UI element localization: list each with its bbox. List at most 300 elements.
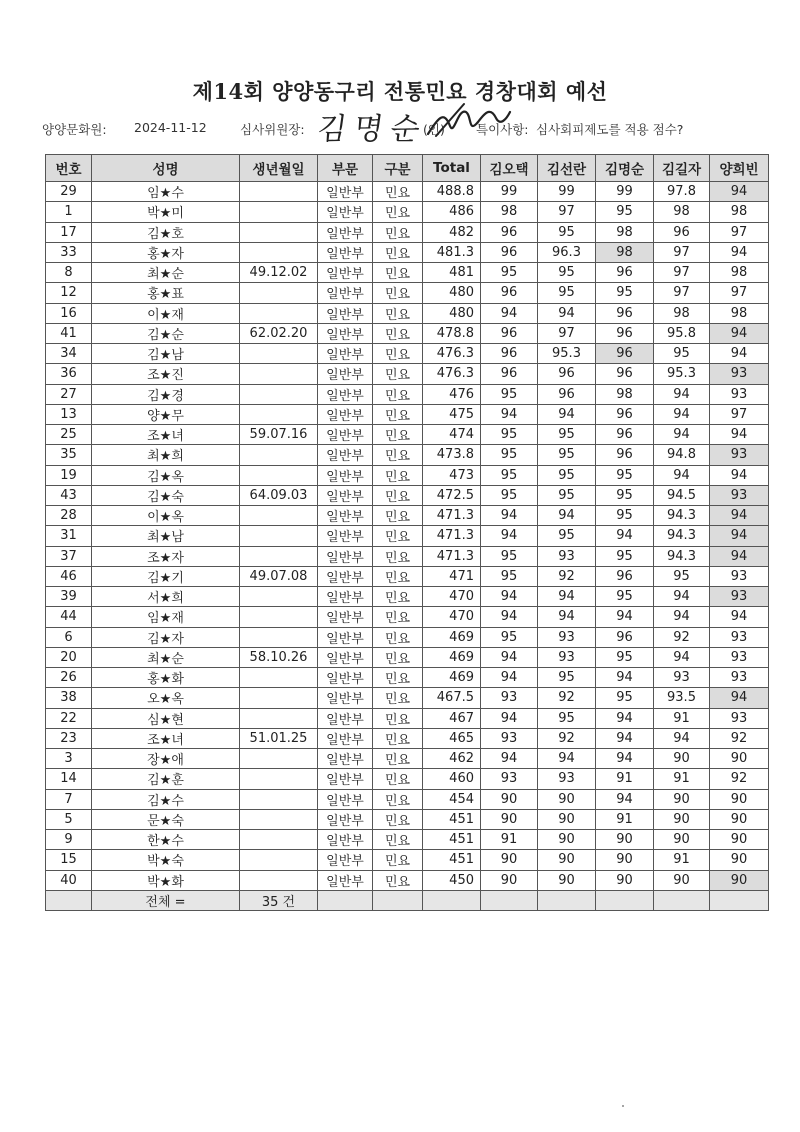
cell-total: 469 (423, 647, 481, 667)
cell-birthdate (240, 809, 318, 829)
cell-category: 민요 (373, 668, 423, 688)
cell-judge-4: 94 (654, 425, 710, 445)
cell-category: 민요 (373, 809, 423, 829)
cell-division: 일반부 (318, 445, 373, 465)
col-header-judge-2: 김선란 (538, 155, 596, 182)
cell-birthdate (240, 607, 318, 627)
cell-total: 474 (423, 425, 481, 445)
cell-division: 일반부 (318, 425, 373, 445)
table-row (46, 506, 769, 526)
cell-total: 486 (423, 202, 481, 222)
table-row (46, 485, 769, 505)
cell-number: 16 (46, 303, 92, 323)
cell-category: 민요 (373, 445, 423, 465)
cell-judge-4: 97.8 (654, 182, 710, 202)
judge-label: 심사위원장: (240, 122, 305, 137)
cell-division: 일반부 (318, 627, 373, 647)
cell-category: 민요 (373, 404, 423, 424)
cell-name: 양★무 (92, 404, 240, 424)
cell-total: 481.3 (423, 242, 481, 262)
cell-judge-2: 96 (538, 364, 596, 384)
cell-name: 임★재 (92, 607, 240, 627)
cell-judge-1: 94 (481, 607, 538, 627)
cell-total: 471.3 (423, 526, 481, 546)
cell-name: 김★경 (92, 384, 240, 404)
cell-division: 일반부 (318, 384, 373, 404)
cell-division: 일반부 (318, 485, 373, 505)
table-row (46, 344, 769, 364)
cell-judge-1: 96 (481, 222, 538, 242)
cell-judge-4: 90 (654, 809, 710, 829)
cell-judge-5: 90 (710, 809, 769, 829)
cell-judge-1: 95 (481, 384, 538, 404)
cell-total: 473.8 (423, 445, 481, 465)
cell-total: 450 (423, 870, 481, 890)
cell-number: 13 (46, 404, 92, 424)
cell-number: 35 (46, 445, 92, 465)
cell-judge-3: 95 (596, 283, 654, 303)
cell-total: 451 (423, 850, 481, 870)
table-row (46, 647, 769, 667)
cell-judge-4: 90 (654, 830, 710, 850)
cell-birthdate (240, 708, 318, 728)
table-row (46, 526, 769, 546)
cell-name: 홍★표 (92, 283, 240, 303)
cell-judge-4: 96 (654, 222, 710, 242)
cell-total: 481 (423, 263, 481, 283)
cell-name: 이★재 (92, 303, 240, 323)
cell-number: 22 (46, 708, 92, 728)
cell-judge-5: 94 (710, 607, 769, 627)
col-header-birthdate: 생년월일 (240, 155, 318, 182)
cell-category: 민요 (373, 303, 423, 323)
cell-judge-4: 94.3 (654, 506, 710, 526)
table-row (46, 425, 769, 445)
cell-judge-4: 97 (654, 283, 710, 303)
results-table (45, 154, 769, 911)
cell-judge-2: 92 (538, 688, 596, 708)
cell-judge-1: 95 (481, 263, 538, 283)
cell-judge-3: 94 (596, 789, 654, 809)
table-row (46, 384, 769, 404)
cell-name: 장★애 (92, 749, 240, 769)
cell-division: 일반부 (318, 263, 373, 283)
cell-birthdate: 49.07.08 (240, 566, 318, 586)
cell-judge-2: 94 (538, 303, 596, 323)
cell-judge-5: 90 (710, 789, 769, 809)
table-row (46, 708, 769, 728)
cell-division: 일반부 (318, 769, 373, 789)
total-cell-empty (318, 890, 373, 910)
cell-judge-2: 97 (538, 202, 596, 222)
cell-division: 일반부 (318, 465, 373, 485)
cell-category: 민요 (373, 688, 423, 708)
col-header-judge-3: 김명순 (596, 155, 654, 182)
cell-total: 451 (423, 809, 481, 829)
col-header-judge-1: 김오택 (481, 155, 538, 182)
cell-judge-1: 96 (481, 364, 538, 384)
cell-birthdate: 59.07.16 (240, 425, 318, 445)
cell-name: 김★남 (92, 344, 240, 364)
cell-number: 41 (46, 323, 92, 343)
page-title: 제14회 양양동구리 전통민요 경창대회 예선 (192, 79, 608, 104)
cell-judge-3: 95 (596, 485, 654, 505)
cell-name: 박★숙 (92, 850, 240, 870)
col-header-judge-5: 양희빈 (710, 155, 769, 182)
cell-judge-1: 91 (481, 830, 538, 850)
cell-birthdate: 64.09.03 (240, 485, 318, 505)
cell-judge-3: 96 (596, 344, 654, 364)
cell-name: 최★남 (92, 526, 240, 546)
cell-judge-3: 94 (596, 526, 654, 546)
cell-category: 민요 (373, 242, 423, 262)
cell-judge-1: 94 (481, 526, 538, 546)
table-row (46, 303, 769, 323)
cell-division: 일반부 (318, 728, 373, 748)
cell-number: 17 (46, 222, 92, 242)
cell-number: 6 (46, 627, 92, 647)
cell-judge-5: 94 (710, 526, 769, 546)
cell-category: 민요 (373, 566, 423, 586)
cell-division: 일반부 (318, 830, 373, 850)
table-row (46, 283, 769, 303)
cell-total: 465 (423, 728, 481, 748)
table-row (46, 749, 769, 769)
total-row (46, 890, 769, 910)
cell-judge-2: 93 (538, 647, 596, 667)
cell-division: 일반부 (318, 182, 373, 202)
cell-category: 민요 (373, 485, 423, 505)
cell-judge-2: 95 (538, 465, 596, 485)
table-row (46, 182, 769, 202)
cell-judge-1: 98 (481, 202, 538, 222)
cell-division: 일반부 (318, 708, 373, 728)
cell-judge-5: 90 (710, 870, 769, 890)
cell-judge-2: 94 (538, 506, 596, 526)
cell-number: 44 (46, 607, 92, 627)
cell-total: 470 (423, 607, 481, 627)
cell-birthdate (240, 222, 318, 242)
cell-judge-3: 95 (596, 202, 654, 222)
cell-name: 김★자 (92, 627, 240, 647)
cell-judge-4: 92 (654, 627, 710, 647)
cell-judge-4: 94 (654, 384, 710, 404)
cell-judge-5: 94 (710, 323, 769, 343)
cell-category: 민요 (373, 344, 423, 364)
cell-name: 임★수 (92, 182, 240, 202)
cell-judge-4: 95.8 (654, 323, 710, 343)
scan-speck (622, 1105, 624, 1107)
cell-birthdate (240, 384, 318, 404)
cell-total: 469 (423, 668, 481, 688)
cell-judge-5: 98 (710, 263, 769, 283)
cell-total: 471.3 (423, 506, 481, 526)
table-row (46, 546, 769, 566)
cell-judge-3: 94 (596, 607, 654, 627)
cell-total: 460 (423, 769, 481, 789)
cell-judge-1: 94 (481, 749, 538, 769)
table-row (46, 566, 769, 586)
cell-category: 민요 (373, 283, 423, 303)
cell-birthdate (240, 850, 318, 870)
cell-judge-5: 94 (710, 506, 769, 526)
cell-number: 40 (46, 870, 92, 890)
cell-judge-3: 91 (596, 769, 654, 789)
cell-birthdate (240, 303, 318, 323)
cell-judge-4: 97 (654, 263, 710, 283)
cell-judge-3: 95 (596, 688, 654, 708)
cell-judge-3: 90 (596, 870, 654, 890)
cell-number: 27 (46, 384, 92, 404)
table-row (46, 789, 769, 809)
cell-judge-5: 93 (710, 627, 769, 647)
cell-judge-5: 92 (710, 728, 769, 748)
cell-birthdate: 51.01.25 (240, 728, 318, 748)
cell-judge-1: 95 (481, 546, 538, 566)
table-row (46, 607, 769, 627)
cell-judge-5: 93 (710, 384, 769, 404)
cell-category: 민요 (373, 769, 423, 789)
cell-judge-1: 96 (481, 283, 538, 303)
cell-judge-3: 96 (596, 425, 654, 445)
cell-total: 478.8 (423, 323, 481, 343)
cell-name: 김★순 (92, 323, 240, 343)
cell-judge-4: 94.5 (654, 485, 710, 505)
cell-total: 482 (423, 222, 481, 242)
table-row (46, 323, 769, 343)
cell-name: 오★옥 (92, 688, 240, 708)
cell-category: 민요 (373, 789, 423, 809)
cell-judge-3: 98 (596, 222, 654, 242)
cell-judge-5: 93 (710, 708, 769, 728)
cell-number: 25 (46, 425, 92, 445)
cell-judge-2: 90 (538, 830, 596, 850)
cell-judge-3: 95 (596, 506, 654, 526)
cell-birthdate (240, 283, 318, 303)
total-cell-empty (538, 890, 596, 910)
cell-division: 일반부 (318, 566, 373, 586)
cell-judge-1: 95 (481, 566, 538, 586)
cell-total: 467 (423, 708, 481, 728)
cell-name: 박★화 (92, 870, 240, 890)
cell-number: 36 (46, 364, 92, 384)
cell-judge-5: 93 (710, 445, 769, 465)
contest-date: 2024-11-12 (134, 120, 207, 135)
cell-judge-1: 94 (481, 404, 538, 424)
cell-category: 민요 (373, 425, 423, 445)
col-header-name: 성명 (92, 155, 240, 182)
cell-judge-1: 94 (481, 647, 538, 667)
cell-judge-1: 93 (481, 769, 538, 789)
cell-birthdate (240, 465, 318, 485)
cell-judge-1: 95 (481, 485, 538, 505)
cell-birthdate (240, 242, 318, 262)
cell-judge-5: 93 (710, 566, 769, 586)
cell-birthdate (240, 587, 318, 607)
cell-birthdate (240, 364, 318, 384)
cell-judge-4: 94 (654, 404, 710, 424)
cell-judge-1: 95 (481, 465, 538, 485)
cell-judge-1: 93 (481, 728, 538, 748)
cell-judge-1: 90 (481, 809, 538, 829)
cell-birthdate (240, 202, 318, 222)
cell-judge-5: 93 (710, 364, 769, 384)
cell-birthdate (240, 749, 318, 769)
cell-judge-5: 93 (710, 647, 769, 667)
cell-judge-5: 94 (710, 242, 769, 262)
cell-judge-4: 94 (654, 607, 710, 627)
cell-birthdate (240, 870, 318, 890)
cell-judge-2: 95 (538, 526, 596, 546)
cell-judge-1: 93 (481, 688, 538, 708)
col-header-judge-4: 김길자 (654, 155, 710, 182)
cell-judge-2: 92 (538, 566, 596, 586)
cell-judge-2: 97 (538, 323, 596, 343)
cell-division: 일반부 (318, 344, 373, 364)
cell-division: 일반부 (318, 242, 373, 262)
cell-judge-4: 98 (654, 202, 710, 222)
cell-judge-4: 94.3 (654, 546, 710, 566)
cell-category: 민요 (373, 749, 423, 769)
cell-name: 한★수 (92, 830, 240, 850)
table-row (46, 850, 769, 870)
cell-judge-3: 96 (596, 566, 654, 586)
cell-name: 김★기 (92, 566, 240, 586)
cell-birthdate: 62.02.20 (240, 323, 318, 343)
cell-number: 19 (46, 465, 92, 485)
cell-name: 김★옥 (92, 465, 240, 485)
cell-name: 김★숙 (92, 485, 240, 505)
cell-division: 일반부 (318, 546, 373, 566)
cell-judge-2: 92 (538, 728, 596, 748)
cell-judge-2: 99 (538, 182, 596, 202)
cell-name: 박★미 (92, 202, 240, 222)
cell-category: 민요 (373, 364, 423, 384)
cell-total: 475 (423, 404, 481, 424)
cell-judge-2: 95 (538, 222, 596, 242)
cell-judge-3: 90 (596, 850, 654, 870)
cell-category: 민요 (373, 526, 423, 546)
cell-number: 8 (46, 263, 92, 283)
org-label: 양양문화원: (42, 122, 107, 137)
cell-division: 일반부 (318, 647, 373, 667)
cell-category: 민요 (373, 728, 423, 748)
cell-birthdate (240, 830, 318, 850)
cell-judge-2: 95 (538, 425, 596, 445)
remark-label: 특이사항: (476, 122, 529, 137)
cell-division: 일반부 (318, 506, 373, 526)
cell-name: 심★현 (92, 708, 240, 728)
cell-category: 민요 (373, 870, 423, 890)
total-cell-empty (654, 890, 710, 910)
cell-category: 민요 (373, 506, 423, 526)
cell-judge-3: 94 (596, 708, 654, 728)
cell-total: 462 (423, 749, 481, 769)
cell-judge-2: 95 (538, 668, 596, 688)
table-row (46, 587, 769, 607)
cell-judge-3: 96 (596, 323, 654, 343)
cell-total: 472.5 (423, 485, 481, 505)
table-row (46, 404, 769, 424)
cell-judge-4: 94 (654, 465, 710, 485)
cell-number: 12 (46, 283, 92, 303)
cell-judge-4: 95.3 (654, 364, 710, 384)
cell-judge-4: 98 (654, 303, 710, 323)
cell-judge-3: 98 (596, 242, 654, 262)
cell-judge-1: 96 (481, 323, 538, 343)
cell-category: 민요 (373, 323, 423, 343)
cell-judge-3: 96 (596, 627, 654, 647)
cell-judge-2: 95 (538, 445, 596, 465)
cell-name: 김★훈 (92, 769, 240, 789)
cell-judge-4: 90 (654, 749, 710, 769)
cell-division: 일반부 (318, 809, 373, 829)
table-row (46, 830, 769, 850)
table-row (46, 668, 769, 688)
cell-judge-2: 95 (538, 263, 596, 283)
cell-judge-2: 95 (538, 708, 596, 728)
cell-category: 민요 (373, 384, 423, 404)
cell-birthdate: 58.10.26 (240, 647, 318, 667)
cell-judge-3: 96 (596, 445, 654, 465)
cell-judge-3: 95 (596, 647, 654, 667)
table-row (46, 465, 769, 485)
cell-division: 일반부 (318, 749, 373, 769)
cell-judge-5: 97 (710, 404, 769, 424)
cell-number: 26 (46, 668, 92, 688)
cell-number: 23 (46, 728, 92, 748)
cell-division: 일반부 (318, 850, 373, 870)
cell-judge-2: 95 (538, 283, 596, 303)
cell-judge-4: 91 (654, 708, 710, 728)
cell-name: 최★희 (92, 445, 240, 465)
cell-judge-2: 95 (538, 485, 596, 505)
cell-category: 민요 (373, 708, 423, 728)
cell-birthdate (240, 404, 318, 424)
cell-name: 조★녀 (92, 425, 240, 445)
cell-judge-2: 93 (538, 627, 596, 647)
cell-judge-3: 95 (596, 587, 654, 607)
table-row (46, 728, 769, 748)
cell-category: 민요 (373, 182, 423, 202)
cell-division: 일반부 (318, 688, 373, 708)
cell-division: 일반부 (318, 404, 373, 424)
total-cell-empty (46, 890, 92, 910)
cell-division: 일반부 (318, 323, 373, 343)
cell-number: 29 (46, 182, 92, 202)
cell-name: 최★순 (92, 263, 240, 283)
cell-number: 15 (46, 850, 92, 870)
cell-division: 일반부 (318, 222, 373, 242)
cell-judge-2: 90 (538, 870, 596, 890)
cell-judge-5: 90 (710, 749, 769, 769)
cell-judge-4: 90 (654, 789, 710, 809)
cell-total: 480 (423, 283, 481, 303)
cell-judge-5: 94 (710, 465, 769, 485)
total-label: 전체 = (92, 890, 240, 910)
table-row (46, 364, 769, 384)
cell-name: 홍★화 (92, 668, 240, 688)
cell-judge-4: 91 (654, 850, 710, 870)
cell-judge-5: 98 (710, 303, 769, 323)
cell-judge-2: 94 (538, 587, 596, 607)
cell-total: 471.3 (423, 546, 481, 566)
cell-judge-4: 91 (654, 769, 710, 789)
cell-judge-3: 98 (596, 384, 654, 404)
cell-judge-3: 94 (596, 668, 654, 688)
cell-name: 김★수 (92, 789, 240, 809)
cell-category: 민요 (373, 222, 423, 242)
